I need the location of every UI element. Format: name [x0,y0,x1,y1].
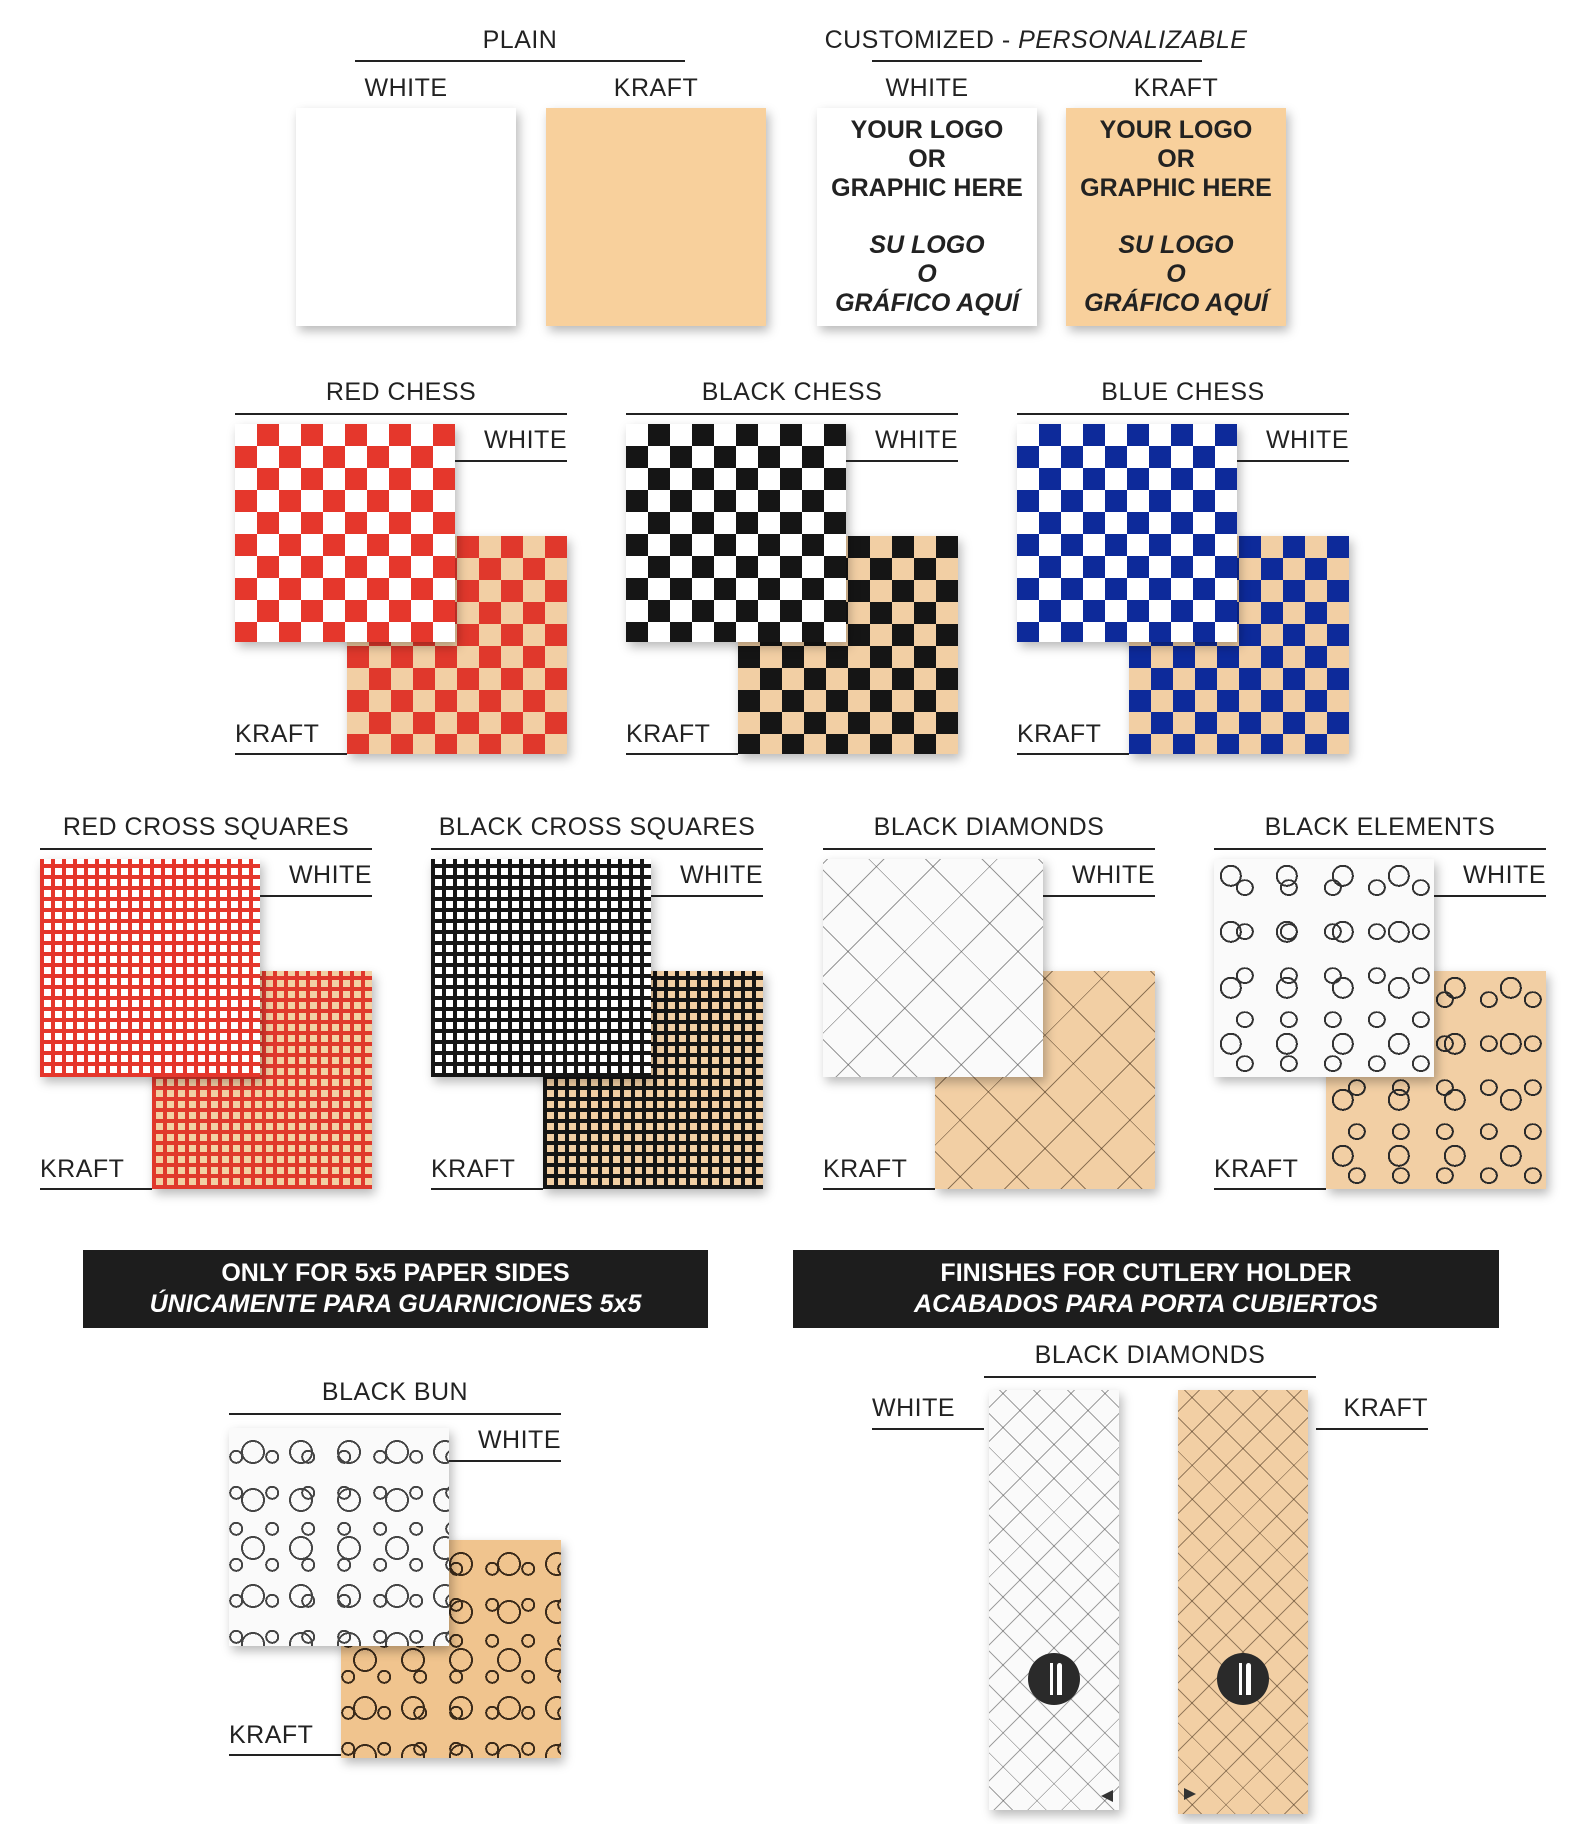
chess-title: BLACK CHESS [701,378,883,406]
white-sheet [823,859,1043,1077]
white-label-underline [1043,895,1155,897]
white-label: WHITE [1462,861,1546,889]
white-label-underline [651,895,763,897]
chess-group-black [626,380,961,760]
pattern-title: BLACK CROSS SQUARES [438,813,756,841]
kraft-label: KRAFT [823,1155,908,1183]
banner-en: ONLY FOR 5x5 PAPER SIDES [221,1259,570,1287]
logo-en-line-3: GRAPHIC HERE [831,174,1023,202]
kraft-label-underline [626,753,738,755]
white-label: WHITE [483,426,567,454]
chess-group-blue [1017,380,1352,760]
kraft-label-underline [431,1188,543,1190]
kraft-label: KRAFT [1017,720,1102,748]
plain-white-sheet [296,108,516,326]
customized-title-main: CUSTOMIZED - [824,26,1019,54]
logo-en-line-1: YOUR LOGO [850,116,1004,144]
customized-title [816,28,1256,53]
banner-paper-sides [83,1250,708,1328]
pattern-group-red-cross [40,815,375,1195]
white-label: WHITE [874,426,958,454]
white-label-underline [455,460,567,462]
chess-title: BLUE CHESS [1101,378,1265,406]
logo-en-line-1: YOUR LOGO [1099,116,1253,144]
plain-title: PLAIN [482,26,558,54]
white-label: WHITE [679,861,763,889]
fork-knife-icon [1028,1653,1080,1705]
fork-knife-icon [1217,1653,1269,1705]
logo-en-line-2: OR [1157,145,1195,173]
white-sheet [431,859,651,1077]
white-label: WHITE [1265,426,1349,454]
logo-es-line-1: SU LOGO [869,231,985,259]
logo-es-line-2: O [1166,260,1186,288]
cutlery-title-underline [984,1376,1316,1378]
cutlery-kraft-label: KRAFT [1343,1394,1428,1422]
pattern-title-underline [1214,848,1546,850]
kraft-label-underline [1017,753,1129,755]
banner-es: ACABADOS PARA PORTA CUBIERTOS [914,1290,1378,1318]
pattern-group-black-diamonds [823,815,1158,1195]
pattern-title-underline [823,848,1155,850]
white-label-underline [1434,895,1546,897]
plain-white-label: WHITE [364,74,448,102]
kraft-label: KRAFT [431,1155,516,1183]
white-sheet [40,859,260,1077]
white-label: WHITE [288,861,372,889]
banner-cutlery-holder [793,1250,1499,1328]
customized-kraft-label: KRAFT [1133,74,1219,102]
white-sheet [235,424,455,642]
cutlery-kraft-underline [1316,1428,1428,1430]
logo-es-line-3: GRÁFICO AQUÍ [835,289,1019,317]
logo-es-line-1: SU LOGO [1118,231,1234,259]
chess-title-underline [235,413,567,415]
kraft-label-underline [235,753,347,755]
chess-title-underline [626,413,958,415]
kraft-label: KRAFT [229,1721,314,1749]
bun-title: BLACK BUN [321,1378,469,1406]
white-sheet [1017,424,1237,642]
cutlery-white-underline [872,1428,984,1430]
kraft-label-underline [823,1188,935,1190]
kraft-label: KRAFT [1214,1155,1299,1183]
kraft-label: KRAFT [626,720,711,748]
kraft-label: KRAFT [235,720,320,748]
pattern-title: RED CROSS SQUARES [62,813,350,841]
plain-kraft-sheet [546,108,766,326]
chess-title: RED CHESS [325,378,477,406]
pattern-group-black-elements [1214,815,1549,1195]
pattern-group-black-cross [431,815,766,1195]
white-label-underline [846,460,958,462]
cutlery-kraft-sleeve [1178,1390,1308,1814]
banner-en: FINISHES FOR CUTLERY HOLDER [940,1259,1352,1287]
chess-group-red [235,380,570,760]
logo-es-line-3: GRÁFICO AQUÍ [1084,289,1268,317]
logo-en-line-2: OR [908,145,946,173]
plain-title-underline [355,60,685,62]
logo-es-line-2: O [917,260,937,288]
pattern-title: BLACK DIAMONDS [873,813,1105,841]
custom-white-sheet [817,108,1037,326]
custom-kraft-sheet [1066,108,1286,326]
white-label-underline [449,1460,561,1462]
cutlery-white-sleeve [989,1390,1119,1810]
white-label: WHITE [1071,861,1155,889]
white-label: WHITE [477,1426,561,1454]
pattern-title-underline [431,848,763,850]
pattern-title: BLACK ELEMENTS [1264,813,1496,841]
kraft-label-underline [1214,1188,1326,1190]
pattern-title-underline [40,848,372,850]
plain-kraft-label: KRAFT [613,74,699,102]
white-label-underline [260,895,372,897]
white-label-underline [1237,460,1349,462]
bun-title-underline [229,1413,561,1415]
banner-es: ÚNICAMENTE PARA GUARNICIONES 5x5 [149,1290,642,1318]
cutlery-title: BLACK DIAMONDS [1034,1341,1266,1369]
arrow-left-icon [1101,1790,1113,1802]
kraft-label-underline [229,1754,341,1756]
chess-title-underline [1017,413,1349,415]
cutlery-white-label: WHITE [872,1394,956,1422]
white-sheet [229,1428,449,1646]
customized-title-italic: PERSONALIZABLE [1018,26,1248,54]
kraft-label: KRAFT [40,1155,125,1183]
white-sheet [1214,859,1434,1077]
kraft-label-underline [40,1188,152,1190]
customized-title-underline [872,60,1202,62]
logo-en-line-3: GRAPHIC HERE [1080,174,1272,202]
white-sheet [626,424,846,642]
bun-group [229,1380,564,1760]
customized-white-label: WHITE [885,74,969,102]
arrow-right-icon [1184,1788,1196,1800]
